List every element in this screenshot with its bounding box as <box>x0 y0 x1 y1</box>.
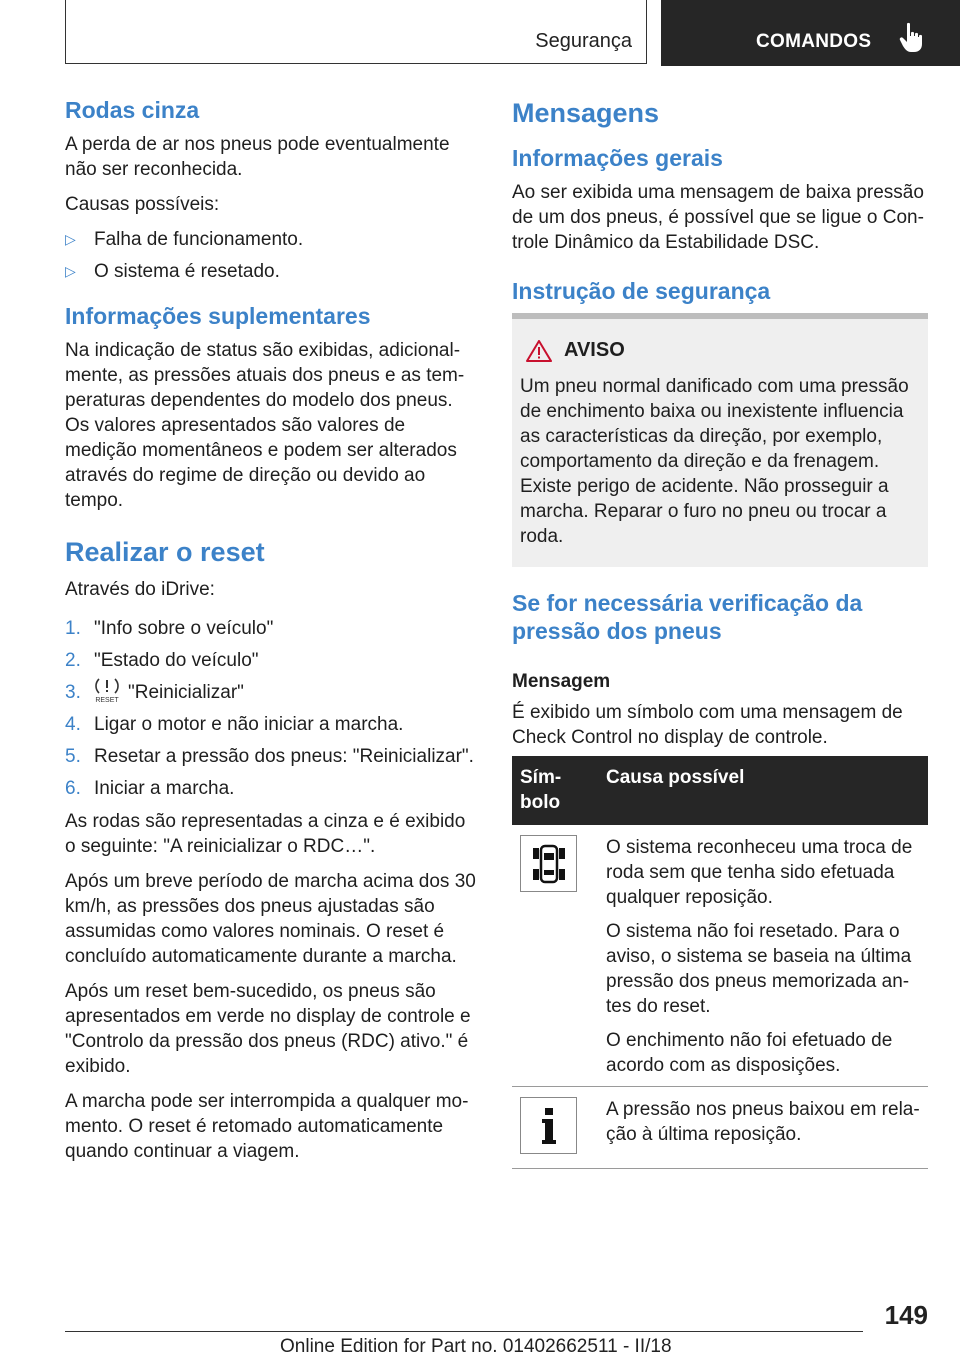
warning-triangle-icon <box>526 340 552 362</box>
table-header-row <box>512 756 928 825</box>
paragraph-interrompida: A marcha pode ser interrompida a qualquer momento. O reset é retomado automaticamente quando continuar a viagem. <box>65 1091 469 1162</box>
cause-cell: O sistema reconheceu uma troca de roda sem que tenha sido efetuada qualquer reposição. O sistema não foi resetado. Para o aviso, o sistema se baseia na última pressão dos pneus memorizada antes do reset. O enchimento não foi efetuado de acordo com as disposições. <box>598 825 928 1087</box>
left-column <box>65 96 477 1174</box>
page-header <box>0 0 960 66</box>
table-row <box>512 1087 928 1169</box>
table-row <box>512 825 928 1087</box>
triangle-bullet-icon: ▷ <box>65 263 76 279</box>
heading-mensagem: Mensagem <box>512 671 611 692</box>
heading-rodas-cinza: Rodas cinza <box>65 97 200 123</box>
tire-reset-icon <box>94 676 120 704</box>
list-item: 5. Resetar a pressão dos pneus: "Reinicializar". <box>65 746 474 767</box>
triangle-bullet-icon: ▷ <box>65 231 76 247</box>
list-item: ▷ Falha de funcionamento. <box>65 229 304 250</box>
info-icon <box>520 1097 577 1154</box>
footer-divider <box>65 1331 863 1332</box>
chapter-title: COMANDOS <box>756 31 872 52</box>
chapter-tab <box>661 0 960 66</box>
paragraph-info-gerais: Ao ser exibida uma mensagem de baixa pressão de um dos pneus, é possível que se ligue o Controle Dinâmico da Estabilidade DSC. <box>512 182 924 253</box>
paragraph-cinza: As rodas são representadas a cinza e é exibido o seguinte: "A reinicializar o RDC…". <box>65 811 466 857</box>
heading-realizar-reset: Realizar o reset <box>65 537 265 567</box>
tire-pressure-car-icon <box>520 835 577 892</box>
column-header-cause: Causa possível <box>598 756 928 825</box>
heading-verificacao: Se for necessária verificação da pressão dos pneus <box>512 590 863 644</box>
messages-table <box>512 756 928 1169</box>
hand-pointer-icon <box>899 22 925 54</box>
svg-text:RESET: RESET <box>95 696 119 704</box>
section-header-box <box>65 0 647 64</box>
list-item: 4. Ligar o motor e não iniciar a marcha. <box>65 714 404 735</box>
cause-cell: A pressão nos pneus baixou em relação à última reposição. <box>598 1087 928 1169</box>
reset-steps-list <box>65 616 477 801</box>
list-item: ▷ O sistema é resetado. <box>65 261 280 282</box>
heading-mensagens: Mensagens <box>512 98 660 128</box>
causes-list <box>65 227 477 284</box>
warning-title: AVISO <box>520 339 920 362</box>
list-item: 2. "Estado do veículo" <box>65 650 259 671</box>
column-header-symbol: Símbolo <box>512 756 598 825</box>
warning-box <box>512 313 928 567</box>
paragraph-breve: Após um breve período de marcha acima dos 30 km/h, as pressões dos pneus ajustadas são assumidas como valores nominais. O reset é concluído automaticamente durante a marcha. <box>65 871 476 967</box>
paragraph-idrive: Através do iDrive: <box>65 579 215 600</box>
symbol-cell <box>512 825 598 1087</box>
list-item: 3. RESET "Reinicializar" <box>65 680 477 705</box>
heading-info-suplementares: Informações suplementares <box>65 303 371 329</box>
right-column <box>512 96 928 1169</box>
heading-instrucao-seguranca: Instrução de segurança <box>512 278 771 304</box>
section-title: Segurança <box>535 30 632 52</box>
page-number: 149 <box>884 1300 928 1330</box>
footer-edition: Online Edition for Part no. 01402662511 - II/18 <box>280 1336 672 1357</box>
symbol-cell <box>512 1087 598 1169</box>
heading-info-gerais: Informações gerais <box>512 145 723 171</box>
paragraph-rodas: A perda de ar nos pneus pode eventualmente não ser reconhecida. <box>65 134 450 180</box>
paragraph-causas: Causas possíveis: <box>65 194 220 215</box>
warning-text: Um pneu normal danificado com uma pressão de enchimento baixa ou inexistente influencia as características da direção, por exemplo, comportamento da direção e da frenagem. Existe perigo de acidente. Não prosseguir a marcha. Reparar o furo no pneu ou trocar a roda. <box>520 376 909 547</box>
paragraph-sucesso: Após um reset bem-sucedido, os pneus são apresentados em verde no display de controle e "Controlo da pressão dos pneus (RDC) ativo." é exibido. <box>65 981 471 1077</box>
paragraph-info-suplementares: Na indicação de status são exibidas, adicionalmente, as pressões atuais dos pneus e as temperaturas dependentes do modelo dos pneus. Os valores apresentados são valores de medição momentâneos e podem ser alterados através do regime de direção ou devido ao tempo. <box>65 340 465 511</box>
list-item: 6. Iniciar a marcha. <box>65 778 235 799</box>
paragraph-mensagem: É exibido um símbolo com uma mensagem de Check Control no display de controle. <box>512 702 903 748</box>
list-item: 1. "Info sobre o veículo" <box>65 618 274 639</box>
